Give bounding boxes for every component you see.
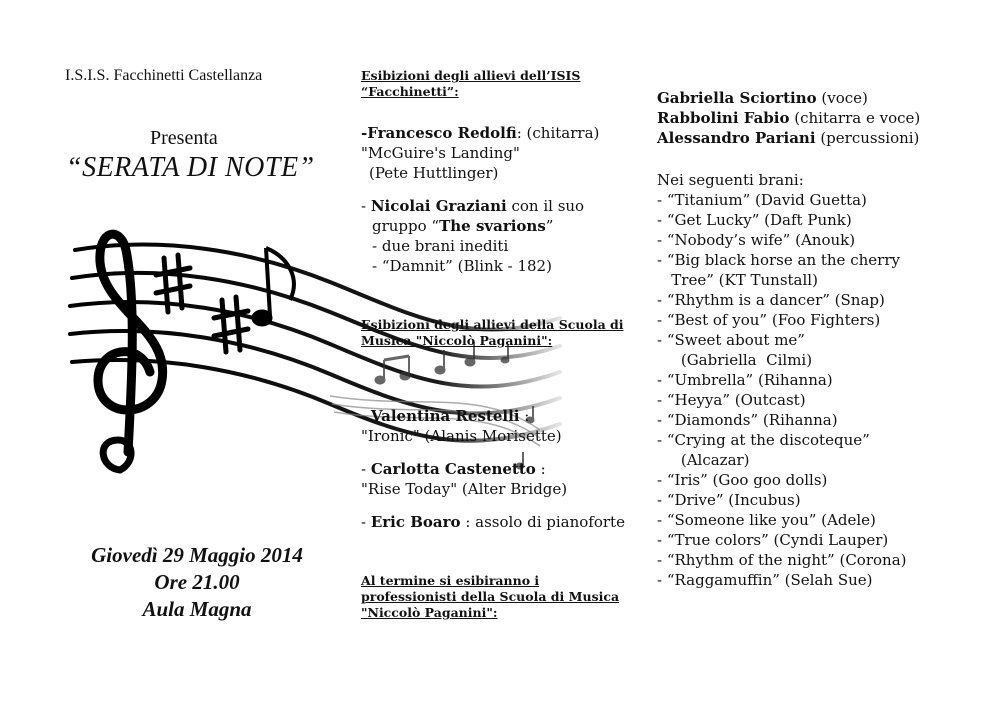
band-name: The svarions: [439, 217, 546, 235]
section-heading-line: Musica "Niccolò Paganini":: [361, 333, 553, 348]
section-heading-line: “Facchinetti”:: [361, 84, 459, 99]
list-item: - “Crying at the discoteque”: [657, 431, 870, 449]
list-item: (Alcazar): [657, 451, 750, 469]
list-item: - “Big black horse an the cherry: [657, 251, 900, 269]
musician-sciortino: [657, 88, 868, 108]
section-heading-line: Esibizioni degli allievi dell’ISIS: [361, 68, 581, 83]
musician-pariani: [657, 128, 919, 148]
list-item: (Gabriella Cilmi): [657, 351, 813, 369]
performer-text: :: [535, 460, 546, 478]
performer-role: : (chitarra): [516, 124, 600, 142]
section-heading-paganini: [361, 317, 624, 349]
list-item: - “Rhythm of the night” (Corona): [657, 551, 907, 569]
performer-text: con il suo: [506, 197, 585, 215]
performer-text: :: [519, 407, 530, 425]
artist-line: (Pete Huttlinger): [369, 164, 499, 182]
list-item: - “Sweet about me”: [657, 331, 805, 349]
section-heading-line: professionisti della Scuola di Musica: [361, 589, 620, 604]
list-item: - “Raggamuffin” (Selah Sue): [657, 571, 873, 589]
musician-name: Gabriella Sciortino: [657, 89, 817, 107]
performer-name: Valentina Restelli: [370, 407, 520, 425]
performer-castenetto: [361, 459, 546, 479]
band-prefix: gruppo “: [372, 217, 440, 235]
dash: -: [361, 513, 371, 531]
section-heading-professionals: [361, 573, 619, 621]
performer-restelli: [361, 406, 529, 426]
dash: -: [361, 407, 371, 425]
musician-role: (voce): [816, 89, 868, 107]
dash: -: [361, 197, 371, 215]
song-line: "Ironic" (Alanis Morisette): [361, 427, 562, 445]
musician-role: (chitarra e voce): [789, 109, 921, 127]
section-heading-line: "Niccolò Paganini":: [361, 605, 498, 620]
list-item: - “Get Lucky” (Daft Punk): [657, 211, 852, 229]
page-title: “SERATA DI NOTE”: [66, 152, 315, 183]
musician-name: Rabbolini Fabio: [657, 109, 790, 127]
performer-name: Nicolai Graziani: [370, 197, 507, 215]
list-item: - “Drive” (Incubus): [657, 491, 801, 509]
list-item: - “Diamonds” (Rihanna): [657, 411, 838, 429]
section-heading-isis: [361, 68, 580, 100]
musician-name: Alessandro Pariani: [657, 129, 816, 147]
performer-text: : assolo di pianoforte: [460, 513, 625, 531]
event-time: Ore 21.00: [154, 570, 240, 594]
presenta-label: Presenta: [150, 127, 218, 149]
band-suffix: ”: [545, 217, 554, 235]
list-item: - “Rhythm is a dancer” (Snap): [657, 291, 885, 309]
list-item: - “Iris” (Goo goo dolls): [657, 471, 828, 489]
list-item: - “Umbrella” (Rihanna): [657, 371, 833, 389]
performer-name: Eric Boaro: [370, 513, 461, 531]
songs-intro: Nei seguenti brani:: [657, 171, 804, 189]
performer-graziani: [361, 196, 584, 216]
song-line: "McGuire's Landing": [361, 144, 520, 162]
school-name: I.S.I.S. Facchinetti Castellanza: [65, 67, 263, 84]
event-place: Aula Magna: [142, 597, 252, 621]
performer-redolfi: [361, 123, 599, 143]
musician-role: (percussioni): [815, 129, 920, 147]
song-line: - “Damnit” (Blink - 182): [372, 257, 552, 275]
list-item: - “Nobody’s wife” (Anouk): [657, 231, 856, 249]
performer-name: Carlotta Castenetto: [370, 460, 536, 478]
dash: -: [361, 460, 371, 478]
band-line: [372, 216, 553, 236]
song-list: [657, 190, 907, 590]
song-line: - due brani inediti: [372, 237, 509, 255]
song-line: "Rise Today" (Alter Bridge): [361, 480, 568, 498]
list-item: - “True colors” (Cyndi Lauper): [657, 531, 889, 549]
list-item: - “Someone like you” (Adele): [657, 511, 876, 529]
musician-rabbolini: [657, 108, 920, 128]
list-item: - “Titanium” (David Guetta): [657, 191, 867, 209]
section-heading-line: Esibizioni degli allievi della Scuola di: [361, 317, 624, 332]
list-item: - “Best of you” (Foo Fighters): [657, 311, 881, 329]
event-date: Giovedì 29 Maggio 2014: [91, 543, 303, 567]
list-item: Tree” (KT Tunstall): [657, 271, 818, 289]
performer-name: -Francesco Redolfi: [361, 124, 517, 142]
performer-boaro: [361, 512, 625, 532]
list-item: - “Heyya” (Outcast): [657, 391, 806, 409]
section-heading-line: Al termine si esibiranno i: [361, 573, 540, 588]
